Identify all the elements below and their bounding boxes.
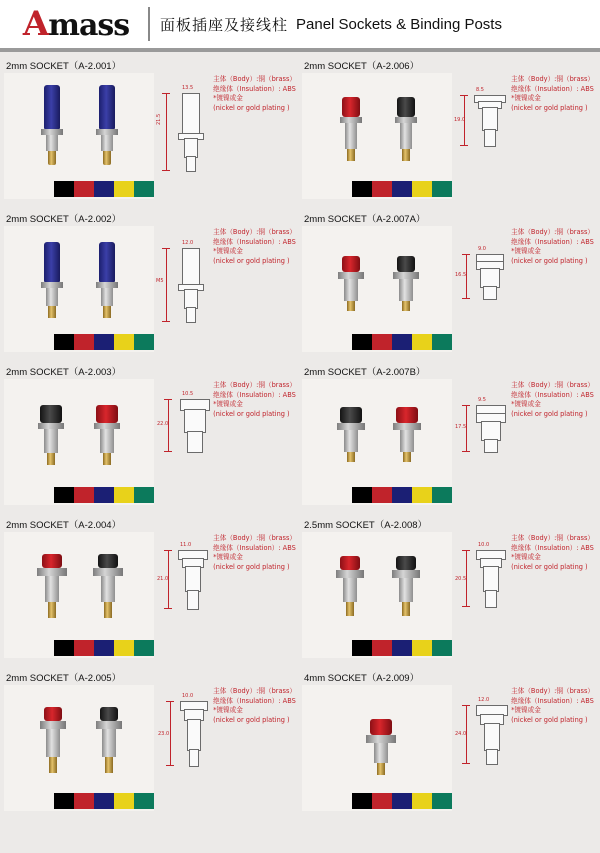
product-photo [302, 73, 452, 199]
spec-line-body: 主体（Body）:铜（brass） [511, 75, 594, 83]
page-footer [0, 821, 600, 829]
spec-line-plating-cn: *镀镍或金 [511, 553, 541, 562]
dimension-label: 17.5 [455, 424, 467, 430]
product-drawing [452, 532, 596, 664]
product-cell [302, 362, 596, 515]
brand-logo-text [23, 4, 129, 44]
product-photo [4, 379, 154, 505]
dimension-label: M5 [156, 278, 164, 284]
spec-line-body: 主体（Body）:铜（brass） [213, 228, 296, 236]
spec-line-plating-en: (nickel or gold plating ) [511, 103, 588, 112]
color-swatches [352, 334, 452, 350]
dimension-label: 8.5 [476, 87, 484, 93]
spec-line-insulation: 绝缘体（Insulation）: ABS [511, 543, 594, 552]
product-cell [4, 209, 298, 362]
product-title: 2mm SOCKET（A-2.002） [6, 214, 122, 225]
spec-line-plating-en: (nickel or gold plating ) [213, 715, 290, 724]
product-cell [302, 515, 596, 668]
spec-line-plating-cn: *镀镍或金 [511, 94, 541, 103]
spec-line-insulation: 绝缘体（Insulation）: ABS [213, 84, 296, 93]
product-grid [0, 52, 600, 821]
product-photo [4, 685, 154, 811]
product-body [4, 685, 298, 817]
product-body [4, 226, 298, 358]
dimension-label: 21.0 [157, 576, 169, 582]
color-swatches [54, 181, 154, 197]
product-body [4, 73, 298, 205]
spec-line-plating-en: (nickel or gold plating ) [213, 256, 290, 265]
product-title: 4mm SOCKET（A-2.009） [304, 673, 420, 684]
color-swatches [54, 793, 154, 809]
product-body [302, 73, 596, 205]
product-drawing [154, 226, 298, 358]
product-title: 2mm SOCKET（A-2.001） [6, 61, 122, 72]
spec-line-plating-cn: *镀镍或金 [213, 94, 243, 103]
product-drawing [452, 226, 596, 358]
spec-line-body: 主体（Body）:铜（brass） [511, 534, 594, 542]
product-title: 2mm SOCKET（A-2.007A） [304, 214, 426, 225]
product-photo [302, 379, 452, 505]
dimension-label: 23.0 [158, 731, 170, 737]
spec-line-plating-en: (nickel or gold plating ) [511, 715, 588, 724]
spec-line-body: 主体（Body）:铜（brass） [511, 381, 594, 389]
product-body [4, 379, 298, 511]
product-cell [4, 668, 298, 821]
spec-line-insulation: 绝缘体（Insulation）: ABS [213, 543, 296, 552]
product-cell [302, 209, 596, 362]
product-photo [302, 685, 452, 811]
dimension-label: 19.0 [454, 117, 466, 123]
product-drawing [452, 73, 596, 205]
product-cell [4, 362, 298, 515]
dimension-label: 10.5 [182, 391, 194, 397]
spec-line-body: 主体（Body）:铜（brass） [213, 381, 296, 389]
dimension-label: 16.5 [455, 272, 467, 278]
dimension-label: 10.0 [478, 542, 490, 548]
spec-block [213, 534, 296, 572]
product-title: 2mm SOCKET（A-2.007B） [304, 367, 426, 378]
brand-logo [6, 5, 146, 43]
product-photo [4, 226, 154, 352]
page-title-cn: 面板插座及接线柱 [160, 15, 289, 34]
spec-line-plating-en: (nickel or gold plating ) [511, 562, 588, 571]
dimension-label: 13.5 [182, 85, 194, 91]
product-title: 2mm SOCKET（A-2.005） [6, 673, 122, 684]
color-swatches [54, 640, 154, 656]
color-swatches [352, 487, 452, 503]
dimension-label: 9.5 [478, 397, 486, 403]
spec-line-insulation: 绝缘体（Insulation）: ABS [511, 696, 594, 705]
product-title: 2mm SOCKET（A-2.006） [304, 61, 420, 72]
spec-line-plating-cn: *镀镍或金 [213, 706, 243, 715]
spec-line-body: 主体（Body）:铜（brass） [213, 534, 296, 542]
spec-line-plating-en: (nickel or gold plating ) [213, 103, 290, 112]
product-drawing [154, 73, 298, 205]
product-cell [4, 515, 298, 668]
product-photo [302, 532, 452, 658]
spec-line-plating-cn: *镀镍或金 [511, 706, 541, 715]
dimension-label: 11.0 [180, 542, 192, 548]
spec-line-insulation: 绝缘体（Insulation）: ABS [213, 390, 296, 399]
spec-line-insulation: 绝缘体（Insulation）: ABS [511, 390, 594, 399]
product-title: 2.5mm SOCKET（A-2.008） [304, 520, 428, 531]
spec-block [213, 381, 296, 419]
spec-block [213, 75, 296, 113]
spec-block [213, 228, 296, 266]
product-title: 2mm SOCKET（A-2.004） [6, 520, 122, 531]
dimension-label: 12.0 [182, 240, 194, 246]
product-title: 2mm SOCKET（A-2.003） [6, 367, 122, 378]
product-body [4, 532, 298, 664]
product-drawing [154, 379, 298, 511]
page-title-en: Panel Sockets & Binding Posts [296, 15, 502, 33]
spec-line-insulation: 绝缘体（Insulation）: ABS [213, 237, 296, 246]
product-body [302, 226, 596, 358]
product-drawing [452, 685, 596, 817]
product-drawing [154, 532, 298, 664]
spec-block [511, 534, 594, 572]
spec-line-plating-cn: *镀镍或金 [511, 247, 541, 256]
product-body [302, 379, 596, 511]
product-body [302, 685, 596, 817]
product-photo [4, 532, 154, 658]
product-body [302, 532, 596, 664]
spec-line-body: 主体（Body）:铜（brass） [213, 687, 296, 695]
color-swatches [352, 181, 452, 197]
spec-line-body: 主体（Body）:铜（brass） [511, 228, 594, 236]
product-cell [4, 56, 298, 209]
dimension-label: 10.0 [182, 693, 194, 699]
dimension-label: 22.0 [157, 421, 169, 427]
spec-line-plating-cn: *镀镍或金 [213, 553, 243, 562]
product-photo [302, 226, 452, 352]
spec-line-plating-cn: *镀镍或金 [213, 400, 243, 409]
brand-initial: A [22, 4, 49, 44]
color-swatches [54, 487, 154, 503]
color-swatches [352, 640, 452, 656]
product-cell [302, 668, 596, 821]
page-header [0, 0, 600, 48]
product-photo [4, 73, 154, 199]
dimension-label: 9.0 [478, 246, 486, 252]
spec-line-plating-en: (nickel or gold plating ) [213, 562, 290, 571]
spec-block [511, 228, 594, 266]
header-divider [148, 7, 150, 41]
dimension-label: 12.0 [478, 697, 490, 703]
spec-line-insulation: 绝缘体（Insulation）: ABS [511, 237, 594, 246]
color-swatches [352, 793, 452, 809]
dimension-label: 21.5 [156, 113, 162, 125]
spec-line-insulation: 绝缘体（Insulation）: ABS [213, 696, 296, 705]
spec-line-plating-cn: *镀镍或金 [511, 400, 541, 409]
spec-line-plating-en: (nickel or gold plating ) [213, 409, 290, 418]
spec-block [213, 687, 296, 725]
spec-line-plating-en: (nickel or gold plating ) [511, 409, 588, 418]
brand-rest: mass [48, 8, 130, 43]
spec-line-body: 主体（Body）:铜（brass） [511, 687, 594, 695]
dimension-label: 24.0 [455, 731, 467, 737]
spec-block [511, 75, 594, 113]
spec-block [511, 381, 594, 419]
spec-line-insulation: 绝缘体（Insulation）: ABS [511, 84, 594, 93]
product-cell [302, 56, 596, 209]
spec-line-plating-en: (nickel or gold plating ) [511, 256, 588, 265]
spec-line-plating-cn: *镀镍或金 [213, 247, 243, 256]
spec-block [511, 687, 594, 725]
spec-line-body: 主体（Body）:铜（brass） [213, 75, 296, 83]
product-drawing [154, 685, 298, 817]
product-drawing [452, 379, 596, 511]
color-swatches [54, 334, 154, 350]
dimension-label: 20.5 [455, 576, 467, 582]
